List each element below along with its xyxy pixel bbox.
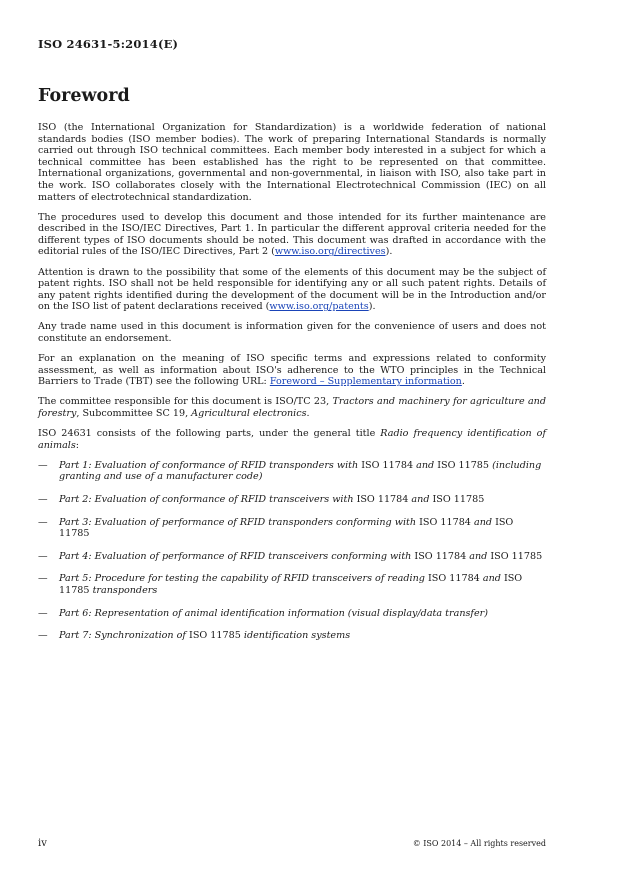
list-dash: — [38, 550, 48, 562]
list-item [38, 460, 546, 483]
list-item [38, 551, 546, 563]
part-title: Part 7: Synchronization of [59, 630, 186, 642]
part-title: Part 5: Procedure for testing the capability of RFID transceivers of reading [59, 573, 425, 585]
standard-ref: ISO 11785 [59, 573, 523, 596]
paragraph-iso-intro: ISO (the International Organization for Standardization) is a worldwide federation of national standards bodies (ISO member bodies). The work of preparing International Standards is normally carried out through ISO technical committees. Each member body interested in a subject for which a technical committee has been established has the right to be represented on that committee. International organizations, governmental and non-governmental, in liaison with ISO, also take part in the work. ISO collaborates closely with the International Electrotechnical Commission (IEC) on all matters of electrotechnical standardization. [38, 122, 546, 203]
list-item [38, 517, 546, 540]
list-item [38, 573, 546, 596]
part-title: Part 2: Evaluation of conformance of RFID transceivers with [59, 493, 354, 505]
paragraph-conformity [38, 353, 546, 388]
paragraph-text: For an explanation on the meaning of ISO specific terms and expressions related to conformity assessment, as well as information about ISO's adherence to the WTO principles in the Technical Barriers to Trade (TBT) see the following URL: [38, 353, 546, 388]
part-title: identification systems [243, 630, 351, 642]
general-title: Radio frequency identification of animals [38, 428, 547, 451]
paragraph-text: ). [368, 301, 376, 313]
paragraph-text: : [75, 439, 80, 451]
parts-list [38, 460, 546, 642]
paragraph-patents [38, 267, 546, 313]
paragraph-text: Attention is drawn to the possibility that some of the elements of this document may be the subject of patent rights. ISO shall not be held responsible for identifying any or all such patent rights. Details of any patent rights identified during the development of the document will be in the Introduction and/or on the ISO list of patent declarations received ( [38, 266, 546, 313]
list-item [38, 494, 546, 506]
list-dash: — [38, 493, 48, 505]
page-number: iv [38, 838, 47, 849]
part-title: and [469, 550, 488, 562]
paragraph-text: ISO 24631 consists of the following parts, under the general title [38, 428, 381, 440]
standard-ref: ISO 11784 [424, 573, 483, 585]
supplementary-info-link[interactable]: Foreword – Supplementary information [269, 376, 462, 388]
list-dash: — [38, 459, 48, 471]
standard-ref: ISO 11784 [411, 550, 470, 562]
paragraph-text: , Subcommittee SC 19, [76, 407, 192, 419]
part-title: and [411, 493, 430, 505]
part-title: (including granting and use of a manufacturer code) [59, 459, 542, 483]
paragraph-text: ). [385, 246, 393, 258]
part-title: and [482, 573, 501, 585]
standard-ref: ISO 11785 [487, 550, 543, 562]
standard-ref: ISO 11784 [353, 493, 412, 505]
part-title: Part 1: Evaluation of conformance of RFID transponders with [59, 459, 359, 471]
part-title: and [416, 459, 435, 471]
paragraph-text: The procedures used to develop this document and those intended for its further maintenance are described in the ISO/IEC Directives, Part 1. In particular the different approval criteria needed for the different types of ISO documents should be noted. This document was drafted in accordance with the editorial rules of the ISO/IEC Directives, Part 2 ( [38, 211, 546, 258]
part-title: Part 6: Representation of animal identification information (visual display/data transfer) [59, 607, 488, 619]
subcommittee-title: Agricultural electronics [191, 407, 307, 419]
paragraph-trade-name: Any trade name used in this document is information given for the convenience of users and does not constitute an endorsement. [38, 321, 546, 344]
standard-ref: ISO 11784 [358, 459, 417, 471]
list-dash: — [38, 607, 48, 619]
part-title: and [473, 516, 493, 528]
list-dash: — [38, 516, 48, 528]
paragraph-text: . [461, 376, 465, 388]
page-title: Foreword [38, 86, 130, 106]
directives-link[interactable]: www.iso.org/directives [274, 246, 386, 258]
patents-link[interactable]: www.iso.org/patents [269, 301, 369, 313]
list-item [38, 608, 546, 620]
paragraph-committee [38, 396, 546, 419]
paragraph-procedures [38, 212, 546, 258]
standard-ref: ISO 11785 [185, 630, 244, 642]
copyright-notice: © ISO 2014 – All rights reserved [412, 839, 546, 848]
list-dash: — [38, 630, 48, 642]
list-dash: — [38, 573, 48, 585]
list-item [38, 630, 546, 642]
standard-ref: ISO 11785 [429, 493, 485, 505]
paragraph-parts-intro [38, 428, 546, 451]
part-title: transponders [92, 584, 158, 596]
standard-ref: ISO 11785 [434, 459, 493, 471]
part-title: Part 4: Evaluation of performance of RFID transceivers conforming with [59, 550, 412, 562]
paragraph-text: . [306, 407, 310, 419]
part-title: Part 3: Evaluation of performance of RFID transponders conforming with [59, 516, 417, 528]
standard-ref: ISO 11784 [416, 516, 474, 528]
document-id: ISO 24631-5:2014(E) [38, 37, 179, 51]
paragraph-text: The committee responsible for this document is ISO/TC 23, [38, 396, 333, 408]
foreword-body [38, 122, 546, 653]
committee-title: Tractors and machinery for agriculture and forestry [38, 396, 546, 419]
standard-ref: ISO 11785 [59, 516, 514, 540]
